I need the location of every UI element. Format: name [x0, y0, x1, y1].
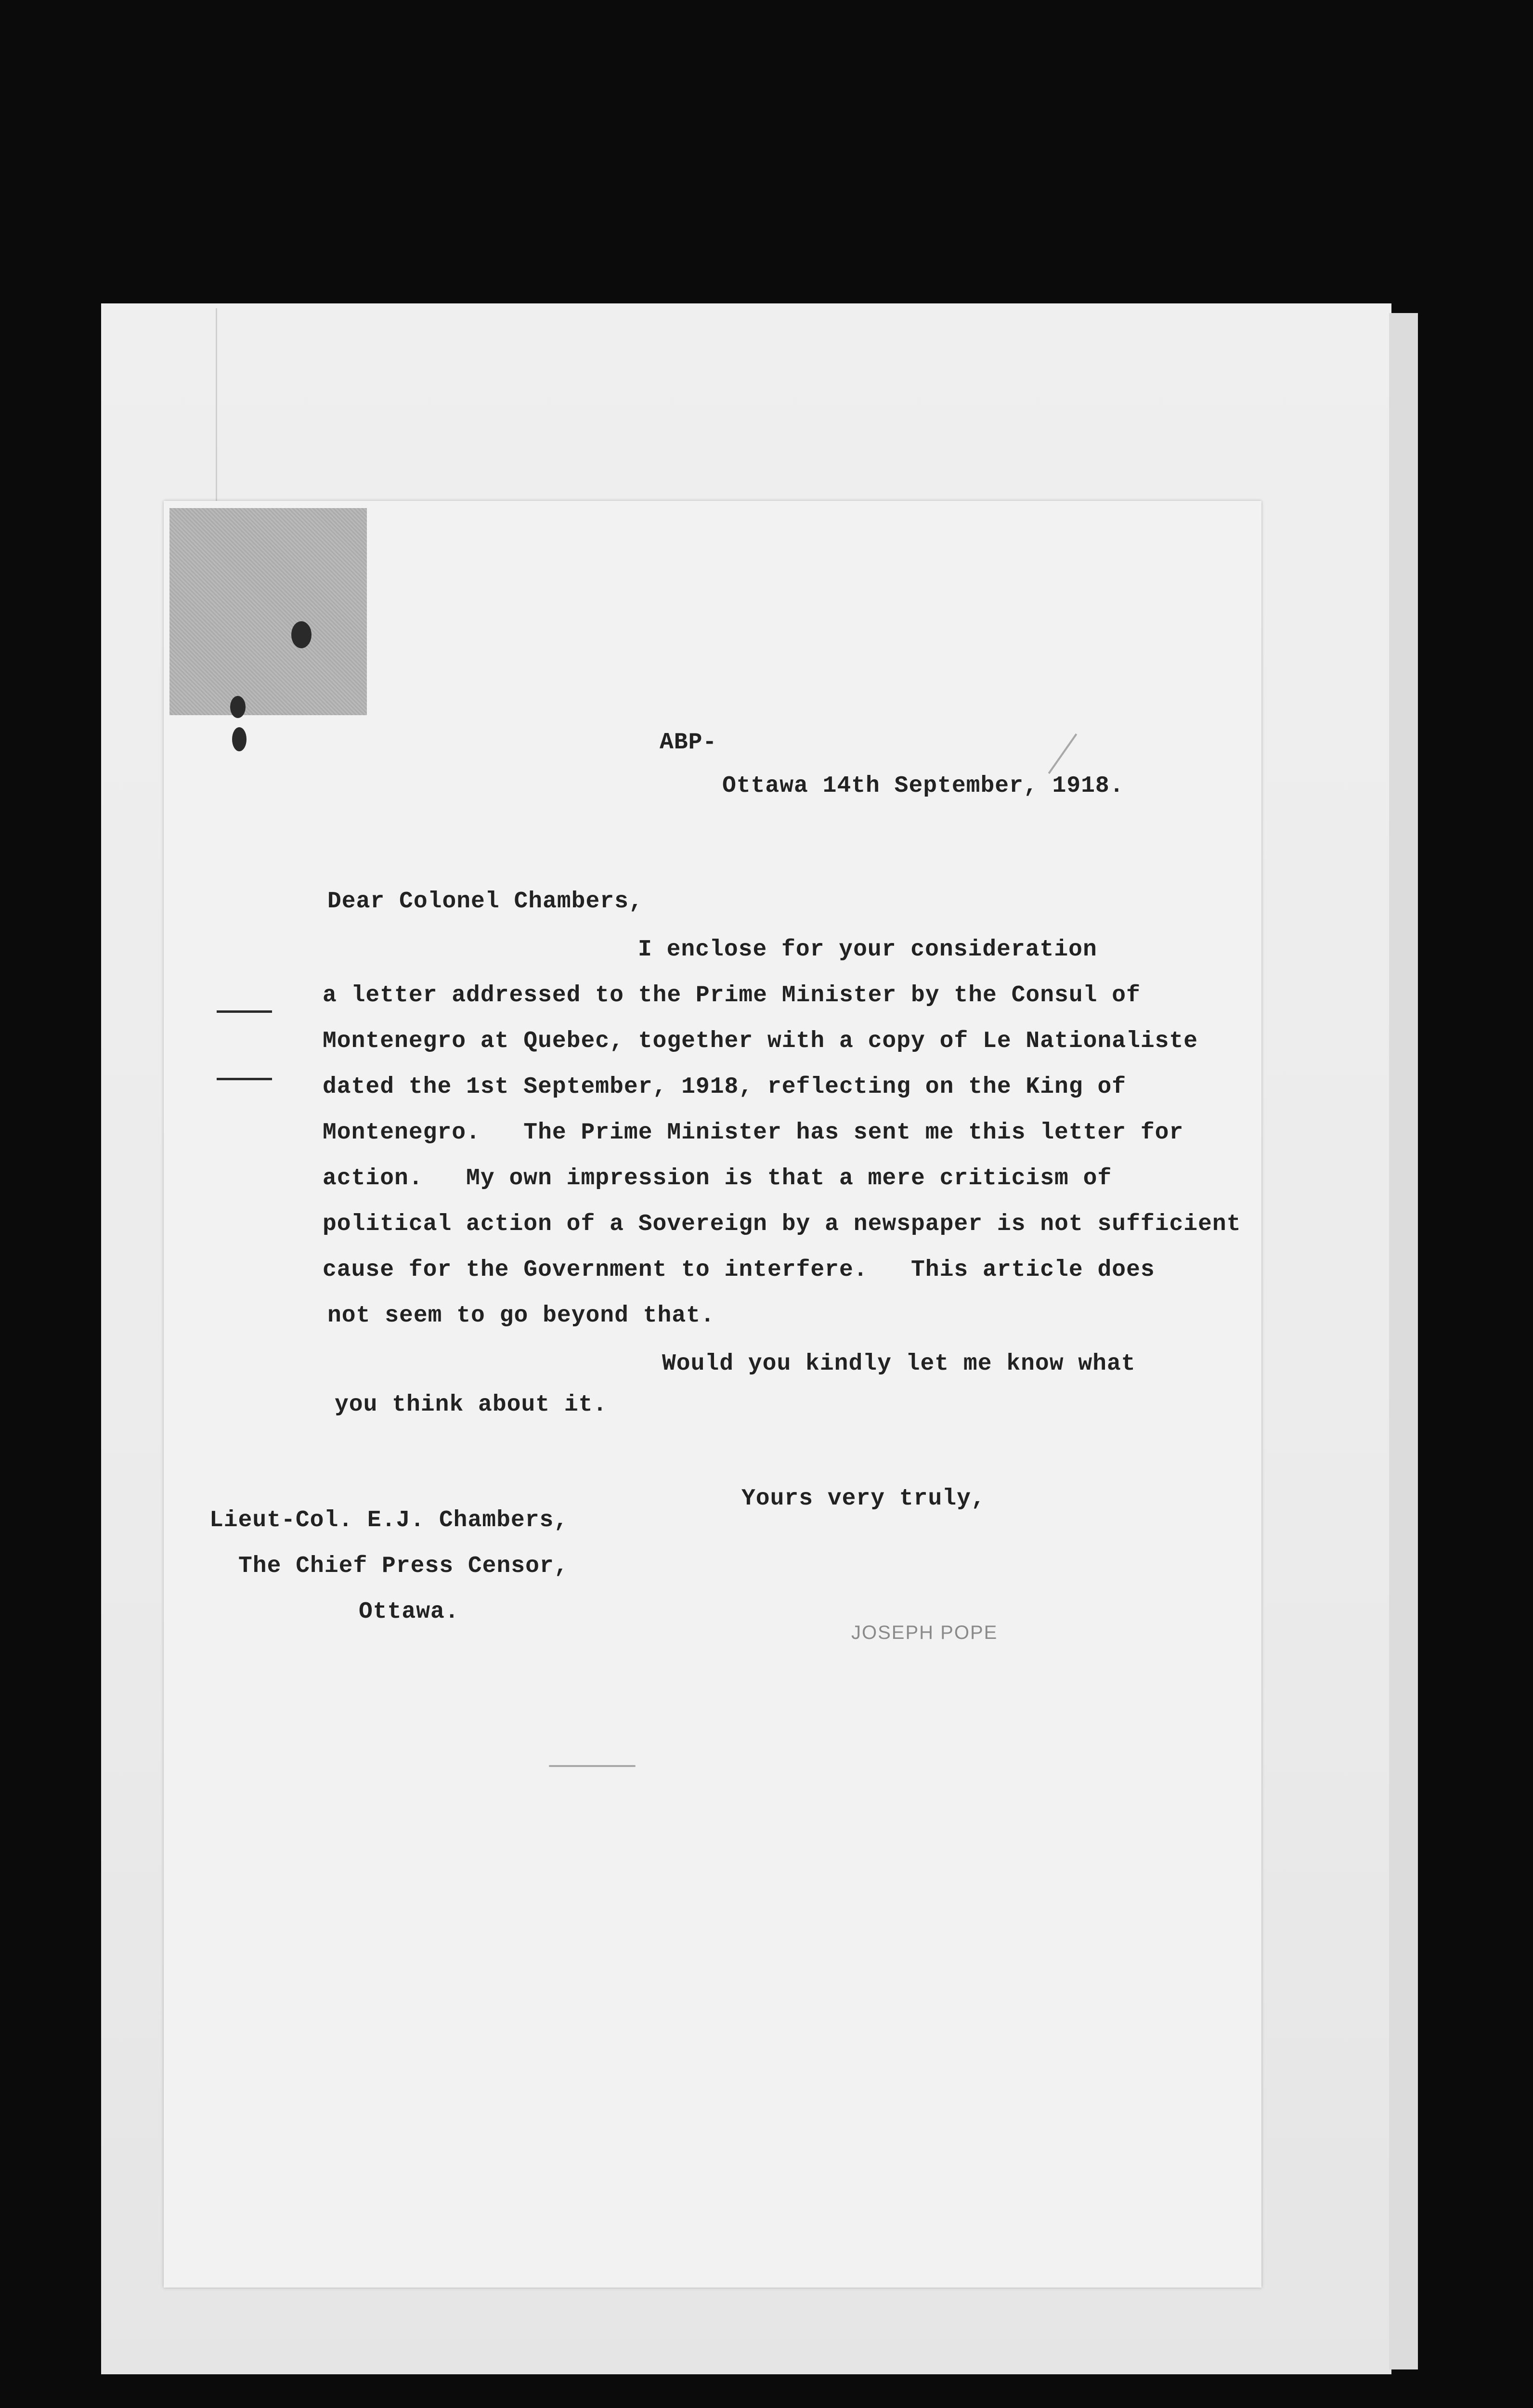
punch-hole [291, 621, 312, 648]
salutation: Dear Colonel Chambers, [327, 889, 643, 915]
signature-stamp: JOSEPH POPE [851, 1622, 998, 1643]
body-line: you think about it. [335, 1392, 608, 1418]
body-line: action. My own impression is that a mere criticism of [323, 1165, 1112, 1191]
margin-mark [217, 1010, 272, 1013]
margin-mark [217, 1078, 272, 1080]
pencil-mark [549, 1765, 636, 1767]
tape-patch [169, 508, 367, 715]
address-line: Lieut-Col. E.J. Chambers, [209, 1507, 569, 1533]
body-line: cause for the Government to interfere. This article does [323, 1257, 1155, 1283]
punch-hole [232, 727, 247, 751]
address-line: Ottawa. [359, 1599, 459, 1625]
body-line: I enclose for your consideration [638, 937, 1097, 963]
reference-code: ABP- [660, 730, 717, 756]
closing: Yours very truly, [741, 1486, 986, 1512]
body-line: not seem to go beyond that. [327, 1303, 715, 1329]
body-line: Would you kindly let me know what [662, 1351, 1136, 1377]
body-line: Montenegro. The Prime Minister has sent me this letter for [323, 1120, 1184, 1146]
body-line: Montenegro at Quebec, together with a copy of Le Nationaliste [323, 1028, 1198, 1054]
letter-sheet [164, 501, 1261, 2288]
letter-date: Ottawa 14th September, 1918. [722, 773, 1124, 799]
body-line: a letter addressed to the Prime Minister by the Consul of [323, 982, 1141, 1008]
body-line: dated the 1st September, 1918, reflecting on the King of [323, 1074, 1127, 1100]
backing-sheet-fold [216, 308, 217, 501]
address-line: The Chief Press Censor, [238, 1553, 569, 1579]
body-line: political action of a Sovereign by a newspaper is not sufficient [323, 1211, 1241, 1237]
backing-sheet-edge [1389, 313, 1418, 2369]
punch-hole [230, 696, 246, 718]
